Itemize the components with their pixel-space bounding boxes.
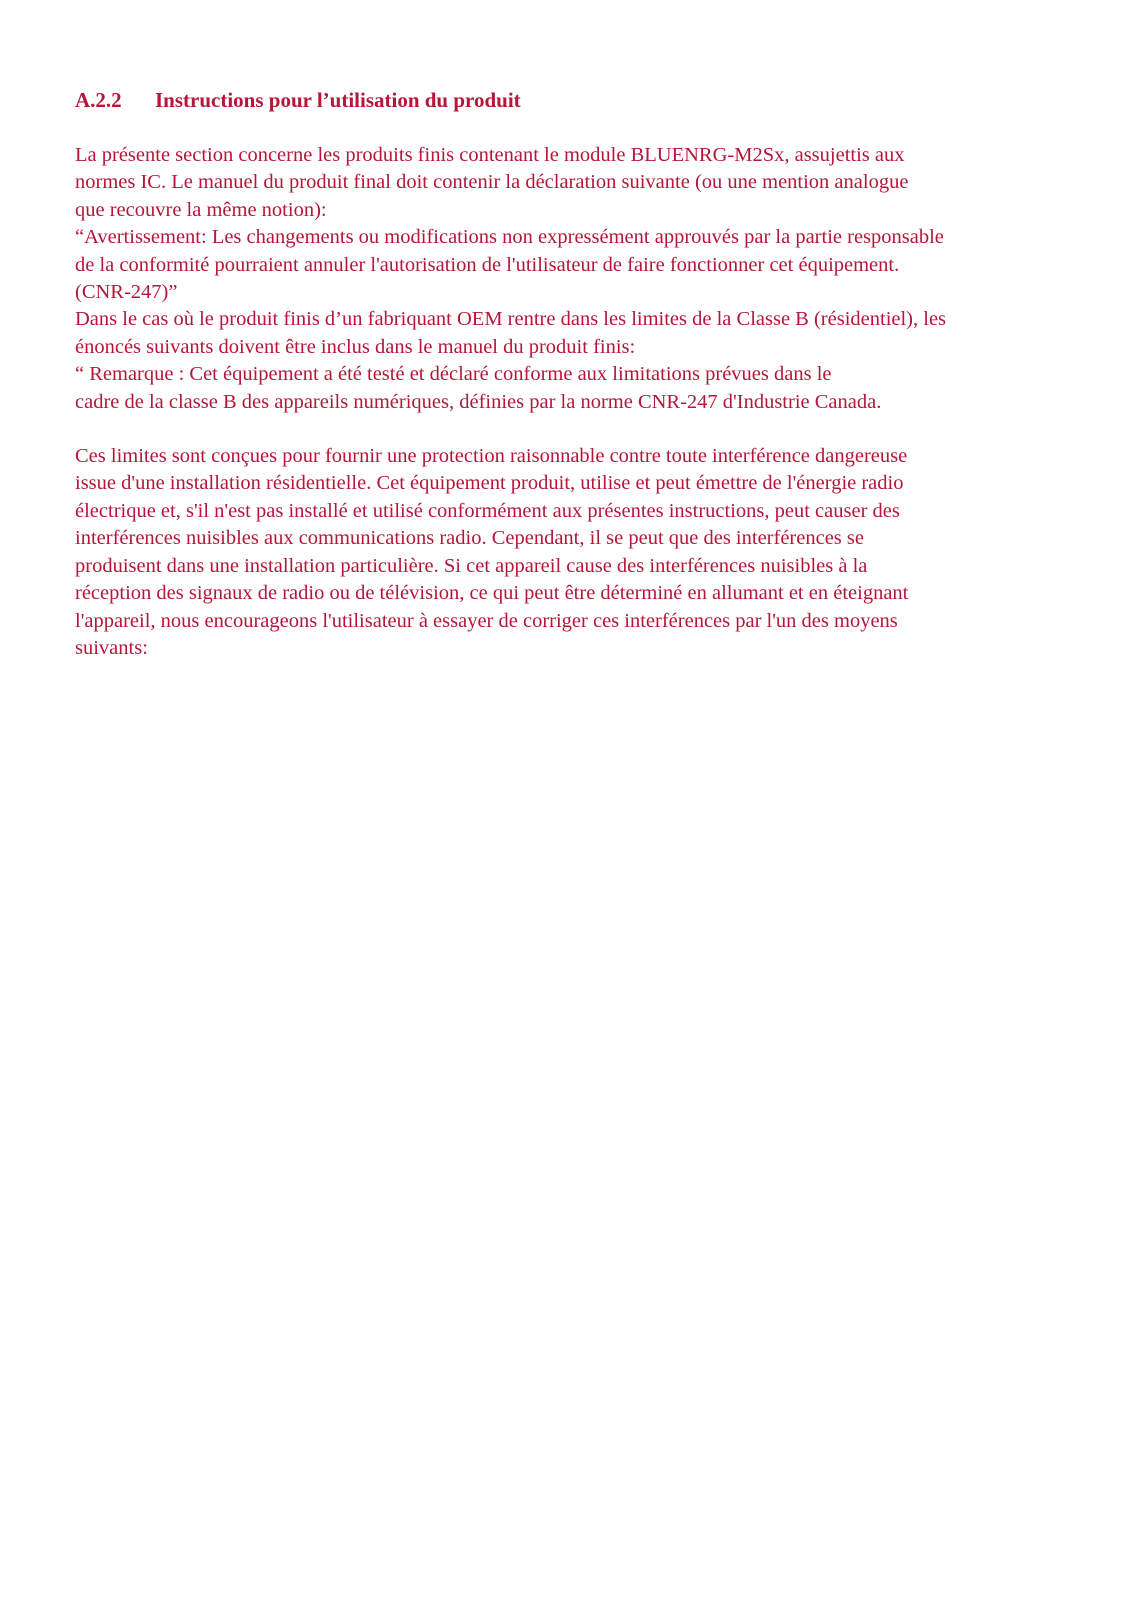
section-heading bbox=[75, 86, 1065, 114]
paragraph-ic-declaration bbox=[75, 142, 1065, 416]
text-line: suivants: bbox=[75, 636, 148, 659]
text-line: produisent dans une installation particulière. Si cet appareil cause des interférences nuisibles à la bbox=[75, 554, 868, 577]
text-line: électrique et, s'il n'est pas installé et utilisé conformément aux présentes instructions, peut causer des bbox=[75, 499, 900, 522]
paragraph-class-b-limits bbox=[75, 443, 1065, 662]
text-line: issue d'une installation résidentielle. Cet équipement produit, utilise et peut émettre de l'énergie radio bbox=[75, 472, 904, 495]
text-line: réception des signaux de radio ou de télévision, ce qui peut être déterminé en allumant et en éteignant bbox=[75, 582, 909, 605]
text-line: énoncés suivants doivent être inclus dans le manuel du produit finis: bbox=[75, 335, 636, 358]
text-line: de la conformité pourraient annuler l'autorisation de l'utilisateur de faire fonctionner cet équipement. bbox=[75, 253, 900, 276]
text-line: l'appareil, nous encourageons l'utilisateur à essayer de corriger ces interférences par l'un des moyens bbox=[75, 609, 898, 632]
text-line: normes IC. Le manuel du produit final doit contenir la déclaration suivante (ou une mention analogue bbox=[75, 171, 909, 194]
section-title: Instructions pour l’utilisation du produit bbox=[155, 88, 521, 112]
text-line: La présente section concerne les produits finis contenant le module BLUENRG-M2Sx, assujettis aux bbox=[75, 144, 905, 166]
text-line: “Avertissement: Les changements ou modifications non expressément approuvés par la partie responsable bbox=[75, 226, 944, 249]
section-number: A.2.2 bbox=[75, 88, 122, 112]
document-content bbox=[75, 86, 1065, 662]
paragraph-spacer bbox=[75, 416, 1065, 443]
text-line: (CNR-247)” bbox=[75, 281, 178, 304]
text-line: interférences nuisibles aux communications radio. Cependant, il se peut que des interférences se bbox=[75, 527, 864, 550]
text-line: que recouvre la même notion): bbox=[75, 198, 327, 221]
text-line: cadre de la classe B des appareils numériques, définies par la norme CNR-247 d'Industrie Canada. bbox=[75, 390, 882, 413]
text-line: “ Remarque : Cet équipement a été testé et déclaré conforme aux limitations prévues dans le bbox=[75, 363, 832, 386]
text-line: Dans le cas où le produit finis d’un fabriquant OEM rentre dans les limites de la Classe B (résidentiel), les bbox=[75, 308, 947, 331]
text-line: Ces limites sont conçues pour fournir une protection raisonnable contre toute interférence dangereuse bbox=[75, 445, 908, 468]
